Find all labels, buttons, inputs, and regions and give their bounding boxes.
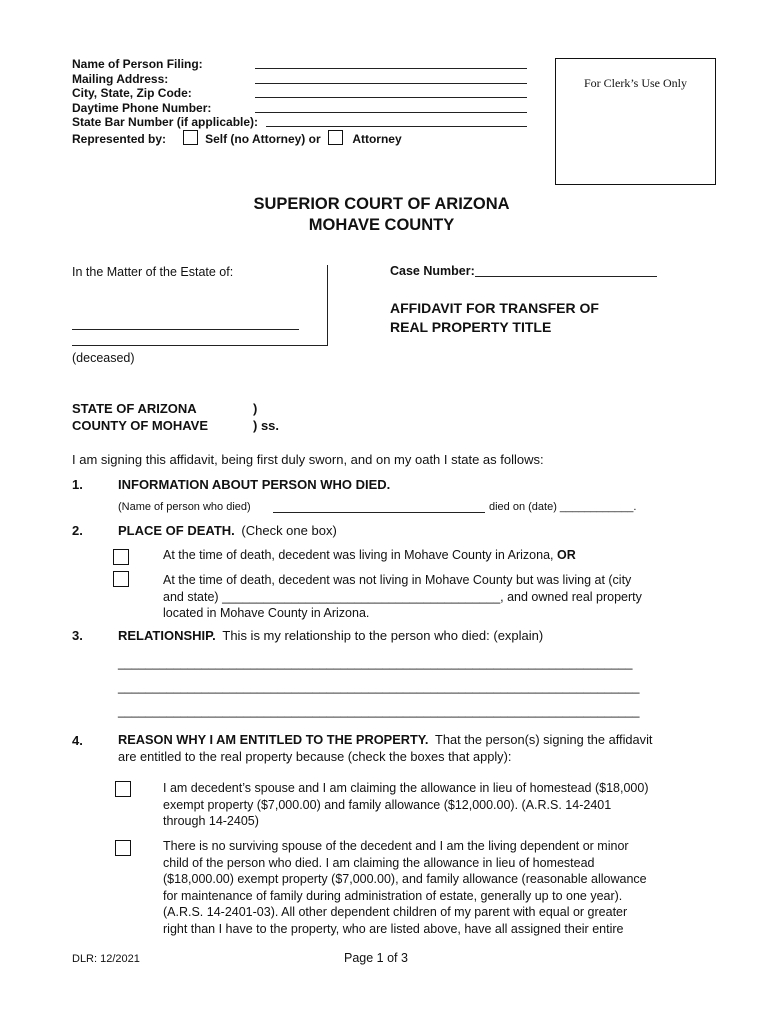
state-bar-number-field[interactable] (266, 126, 527, 127)
venue-ss-label: ) ss. (253, 418, 280, 433)
clerk-use-box (555, 58, 716, 185)
place-of-death-option-2 (163, 572, 699, 622)
daytime-phone-label: Daytime Phone Number: (72, 100, 212, 115)
dependent-child-line1: There is no surviving spouse of the decedent and I am the living dependent or minor (163, 839, 629, 853)
daytime-phone-field[interactable] (255, 112, 527, 113)
section-1-title: INFORMATION ABOUT PERSON WHO DIED. (118, 477, 391, 492)
case-number-label: Case Number: (390, 264, 475, 278)
section-1-number: 1. (72, 477, 83, 492)
form-id: DLR: 12/2021 (72, 953, 140, 965)
section-4-heading (118, 732, 699, 765)
dependent-child-line6: right than I have to the property, who are listed above, have all assigned their entire (163, 921, 624, 936)
estate-matter-label: In the Matter of the Estate of: (72, 265, 234, 279)
place-of-death-or: OR (557, 548, 576, 562)
section-4-text-line2: are entitled to the real property because (check the boxes that apply): (118, 748, 512, 764)
section-3-number: 3. (72, 628, 83, 643)
venue-state: STATE OF ARIZONA (72, 401, 197, 416)
relationship-line-1[interactable]: __________________________________________________________________________ (118, 656, 633, 670)
section-3-text: This is my relationship to the person who died: (explain) (222, 628, 544, 643)
place-of-death-option-2-line3: located in Mohave County in Arizona. (163, 606, 370, 620)
caption-horizontal-rule (72, 345, 328, 346)
section-3-title: RELATIONSHIP. (118, 628, 216, 643)
spouse-claim-option (163, 780, 699, 830)
represented-by-row (72, 130, 402, 147)
venue-ss (253, 400, 279, 434)
section-1-died-on: died on (date) ____________. (489, 501, 637, 513)
attorney-label: Attorney (352, 131, 402, 146)
dependent-child-line2: child of the person who died. I am claiming the allowance in lieu of homestead (163, 855, 595, 870)
dependent-child-claim-checkbox[interactable] (115, 840, 131, 856)
spouse-claim-line3: through 14-2405) (163, 814, 259, 828)
court-title-line1: SUPERIOR COURT OF ARIZONA (253, 195, 510, 213)
page-number: Page 1 of 3 (344, 951, 408, 965)
deceased-label: (deceased) (72, 351, 135, 365)
case-number-field[interactable] (475, 276, 657, 277)
spouse-claim-checkbox[interactable] (115, 781, 131, 797)
spouse-claim-line1: I am decedent’s spouse and I am claiming the allowance in lieu of homestead ($18,000) (163, 781, 649, 795)
venue-paren: ) (253, 401, 258, 416)
relationship-line-3[interactable]: ___________________________________________________________________________ (118, 704, 640, 718)
section-3-heading (118, 628, 543, 643)
section-4-text-line1: That the person(s) signing the affidavit (435, 732, 653, 747)
decedent-name-field[interactable] (72, 329, 299, 330)
place-of-death-option-2-line1: At the time of death, decedent was not living in Mohave County but was living at (city (163, 573, 632, 587)
city-state-zip-label: City, State, Zip Code: (72, 86, 192, 100)
intro-statement: I am signing this affidavit, being first duly sworn, and on my oath I state as follows: (72, 452, 544, 467)
place-of-death-option-1-text: At the time of death, decedent was living in Mohave County in Arizona, (163, 548, 554, 562)
section-4-title: REASON WHY I AM ENTITLED TO THE PROPERTY. (118, 732, 429, 747)
mailing-address-label: Mailing Address: (72, 71, 169, 86)
section-2-hint: (Check one box) (241, 523, 337, 538)
mailing-address-field[interactable] (255, 83, 527, 84)
spouse-claim-line2: exempt property ($7,000.00) and family allowance ($12,000.00). (A.R.S. 14-2401 (163, 797, 612, 812)
attorney-checkbox[interactable] (328, 130, 343, 145)
dependent-child-line3: ($18,000.00) exempt property ($7,000.00), and family allowance (reasonable allowance (163, 872, 647, 886)
name-of-person-filing-field[interactable] (255, 68, 527, 69)
represented-by-label: Represented by: (72, 131, 167, 146)
venue-county: COUNTY OF MOHAVE (72, 418, 209, 433)
document-title (390, 299, 599, 337)
city-state-zip-field[interactable] (255, 97, 527, 98)
relationship-line-2[interactable]: ___________________________________________________________________________ (118, 680, 640, 694)
place-of-death-option-2-line2: and state) ________________________________________, and owned real property (163, 589, 642, 604)
court-title (0, 194, 770, 236)
self-checkbox[interactable] (183, 130, 198, 145)
section-2-heading (118, 523, 337, 538)
self-label: Self (no Attorney) or (205, 131, 321, 146)
venue-block (72, 400, 208, 434)
section-1-name-prompt: (Name of person who died) (118, 501, 251, 513)
decedent-full-name-field[interactable] (273, 512, 485, 513)
section-2-number: 2. (72, 523, 83, 538)
place-of-death-option-1 (163, 547, 576, 564)
place-of-death-mohave-checkbox[interactable] (113, 549, 129, 565)
dependent-child-line4: for maintenance of family during administration of estate, generally up to one year). (163, 888, 623, 903)
caption-vertical-rule (327, 265, 328, 346)
name-of-person-filing-label: Name of Person Filing: (72, 57, 203, 71)
court-title-line2: MOHAVE COUNTY (308, 216, 455, 234)
dependent-child-claim-option (163, 838, 699, 937)
document-title-line2: REAL PROPERTY TITLE (390, 319, 552, 335)
clerk-use-label: For Clerk’s Use Only (584, 76, 687, 90)
document-title-line1: AFFIDAVIT FOR TRANSFER OF (390, 300, 599, 316)
state-bar-number-label: State Bar Number (if applicable): (72, 115, 259, 129)
place-of-death-elsewhere-checkbox[interactable] (113, 571, 129, 587)
dependent-child-line5: (A.R.S. 14-2401-03). All other dependent children of my parent with equal or greater (163, 905, 628, 919)
section-4-number: 4. (72, 733, 83, 748)
section-2-title: PLACE OF DEATH. (118, 523, 235, 538)
